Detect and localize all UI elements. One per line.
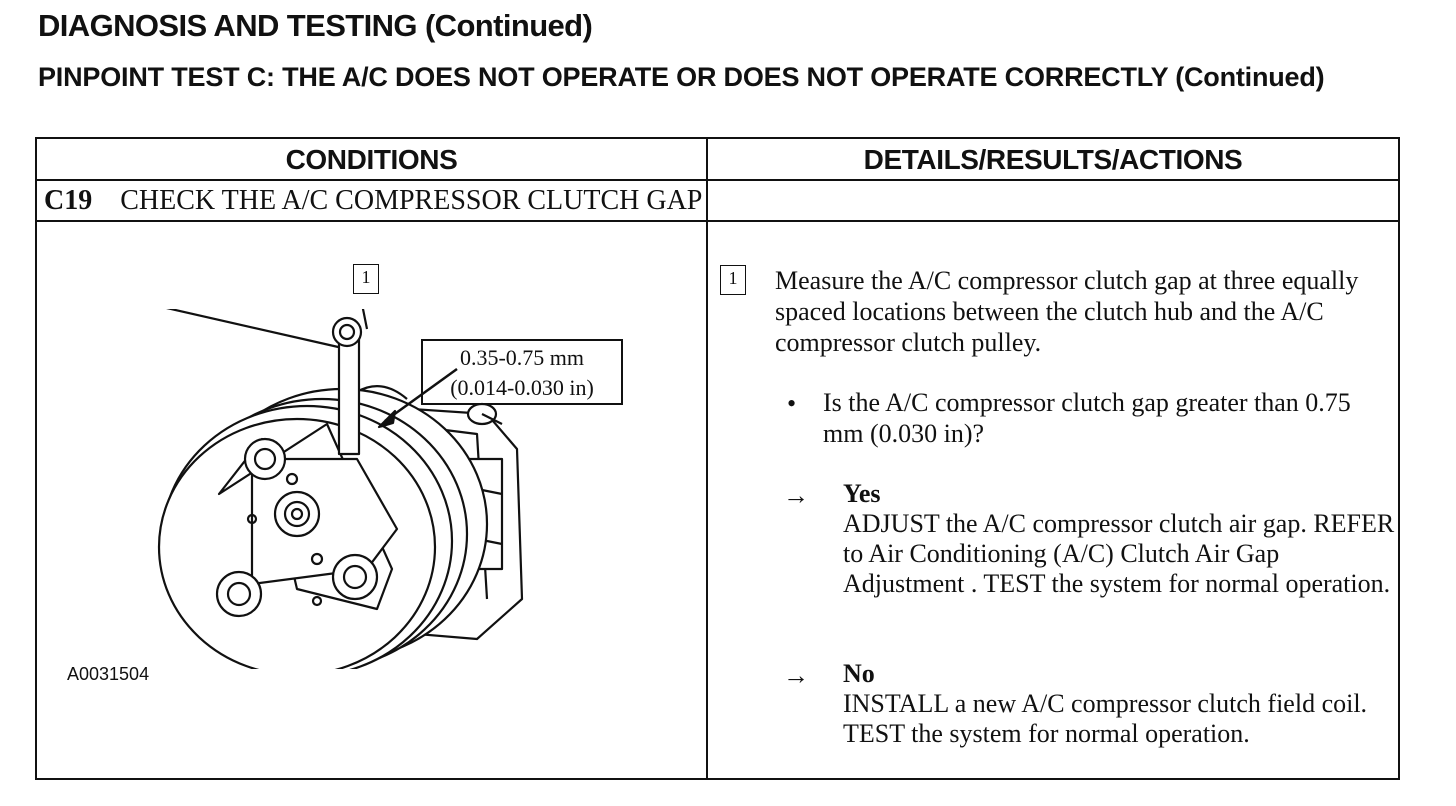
yes-action-text: ADJUST the A/C compressor clutch air gap. REFER to Air Conditioning (A/C) Clutch Air Gap Adjustment . TEST the system for normal operation. — [843, 509, 1395, 598]
details-step-marker: 1 — [720, 265, 746, 295]
column-divider — [706, 139, 708, 780]
no-label: No — [843, 659, 875, 688]
step-title: CHECK THE A/C COMPRESSOR CLUTCH GAP — [120, 185, 703, 216]
step-number: C19 — [44, 185, 93, 216]
page-title: DIAGNOSIS AND TESTING (Continued) — [38, 8, 593, 43]
no-arrow-icon: → — [783, 661, 809, 690]
illustration-step-marker: 1 — [353, 264, 379, 294]
test-title: PINPOINT TEST C: THE A/C DOES NOT OPERATE OR DOES NOT OPERATE CORRECTLY (Continued) — [38, 62, 1325, 92]
yes-label: Yes — [843, 479, 881, 508]
no-action-text: INSTALL a new A/C compressor clutch field coil. TEST the system for normal operation. — [843, 689, 1368, 748]
gap-spec-imperial: (0.014-0.030 in) — [450, 375, 594, 400]
bullet: • — [787, 389, 797, 418]
details-header: DETAILS/RESULTS/ACTIONS — [863, 144, 1243, 175]
no-result — [843, 659, 1403, 749]
step-divider — [37, 220, 1398, 222]
step-row — [44, 181, 702, 220]
question-text: Is the A/C compressor clutch gap greater than 0.75 mm (0.030 in)? — [823, 388, 1351, 448]
pinpoint-test-table — [35, 137, 1400, 780]
gap-spec-metric: 0.35-0.75 mm — [459, 345, 585, 370]
yes-arrow-icon: → — [783, 481, 809, 510]
figure-id: A0031504 — [67, 664, 150, 684]
conditions-header: CONDITIONS — [285, 144, 458, 175]
yes-result — [843, 479, 1403, 599]
gap-spec-callout — [421, 339, 623, 405]
instruction-text: Measure the A/C compressor clutch gap at three equally spaced locations between the clutch hub and the A/C compressor clutch pulley. — [775, 266, 1359, 357]
